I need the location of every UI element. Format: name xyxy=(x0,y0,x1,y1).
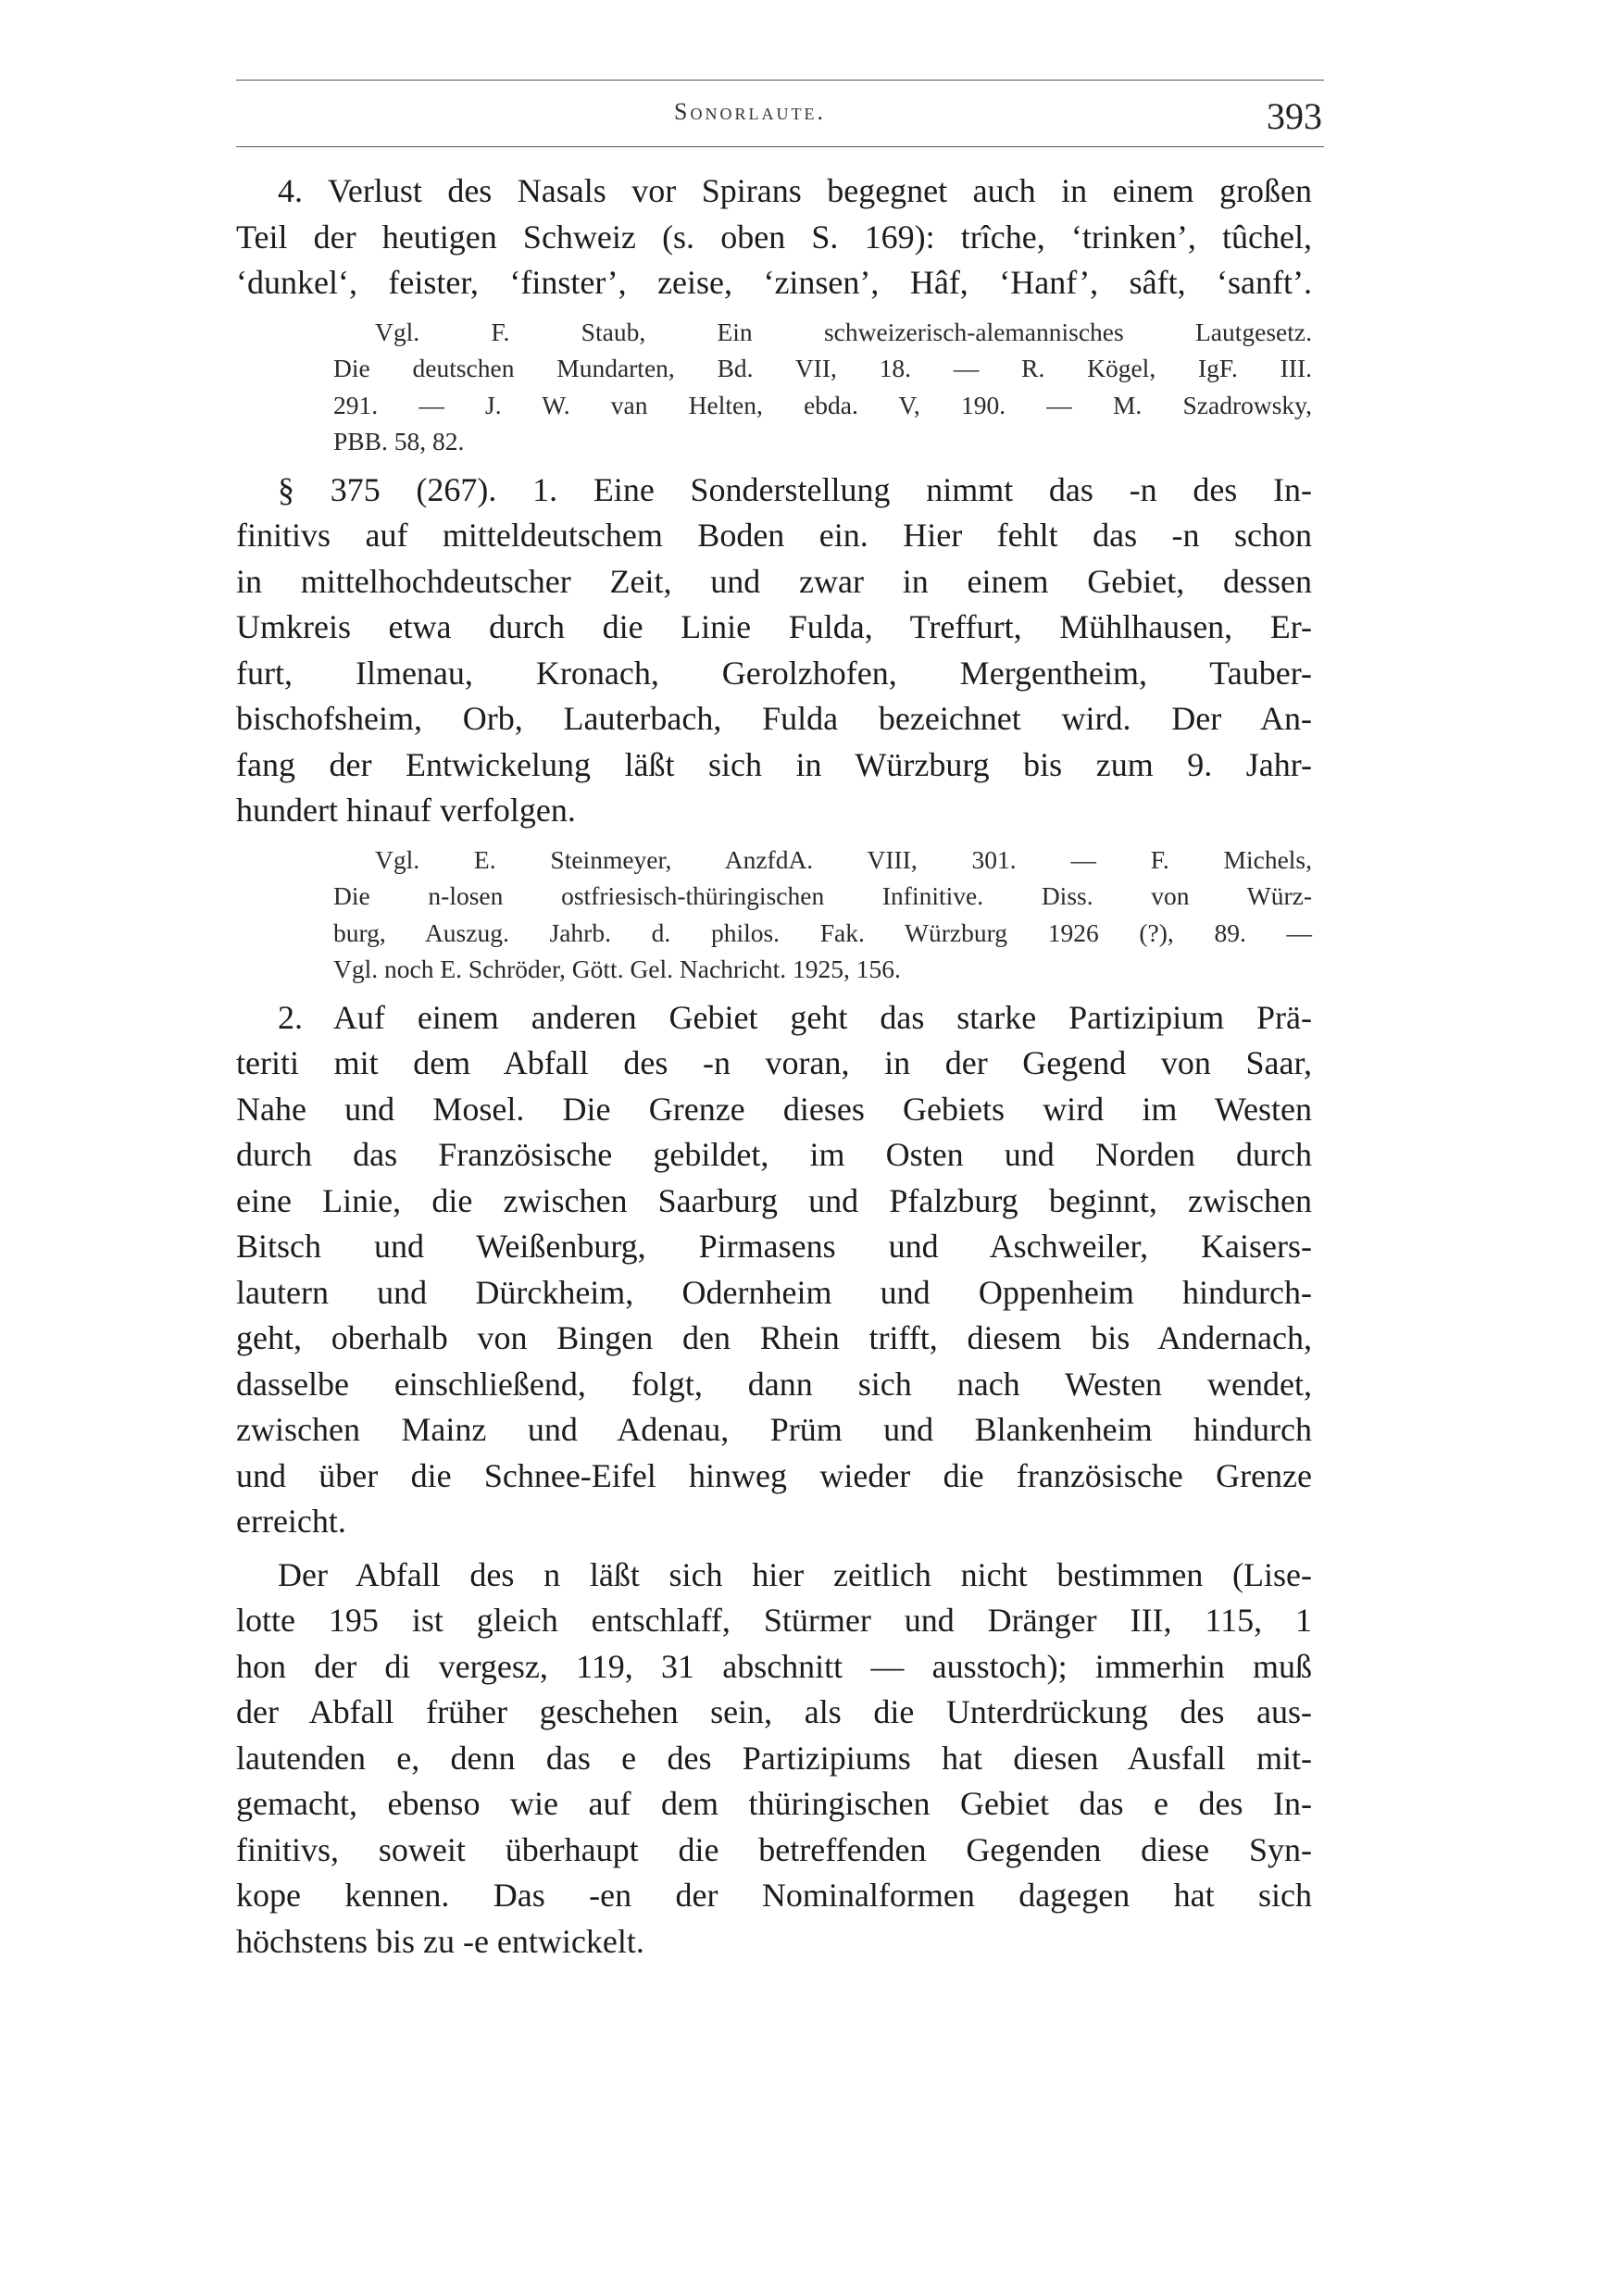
text-line: finitivs, soweit überhaupt die betreffenden Gegenden diese Syn- xyxy=(236,1830,1312,1868)
text-line: ‘dunkel‘, feister, ‘finster’, zeise, ‘zinsen’, Hâf, ‘Hanf’, sâft, ‘sanft’. xyxy=(236,264,1312,301)
text-line: geht, oberhalb von Bingen den Rhein trifft, diesem bis Andernach, xyxy=(236,1319,1312,1356)
text-line: eine Linie, die zwischen Saarburg und Pfalzburg beginnt, zwischen xyxy=(236,1181,1312,1219)
text-line: furt, Ilmenau, Kronach, Gerolzhofen, Mergentheim, Tauber- xyxy=(236,654,1312,692)
text-line: 2. Auf einem anderen Gebiet geht das starke Partizipium Prä- xyxy=(278,998,1312,1036)
text-line: erreicht. xyxy=(236,1503,346,1540)
header-rule-top xyxy=(236,80,1324,81)
text-line: hon der di vergesz, 119, 31 abschnitt — ausstoch); immerhin muß xyxy=(236,1647,1312,1685)
text-line: Teil der heutigen Schweiz (s. oben S. 169): trîche, ‘trinken’, tûchel, xyxy=(236,218,1312,256)
page-body xyxy=(236,168,1312,1965)
text-line: Umkreis etwa durch die Linie Fulda, Treffurt, Mühlhausen, Er- xyxy=(236,608,1312,645)
text-line: hundert hinauf verfolgen. xyxy=(236,792,576,829)
note-line: Vgl. noch E. Schröder, Gött. Gel. Nachricht. 1925, 156. xyxy=(333,955,901,983)
paragraph-section-2 xyxy=(236,995,1312,1545)
note-line: burg, Auszug. Jahrb. d. philos. Fak. Würzburg 1926 (?), 89. — xyxy=(333,917,1312,947)
text-line: in mittelhochdeutscher Zeit, und zwar in einem Gebiet, dessen xyxy=(236,562,1312,600)
note-line: PBB. 58, 82. xyxy=(333,427,465,455)
text-line: dasselbe einschließend, folgt, dann sich nach Westen wendet, xyxy=(236,1365,1312,1403)
footnote-section-375 xyxy=(236,842,1312,988)
note-line: Die deutschen Mundarten, Bd. VII, 18. — R. Kögel, IgF. III. xyxy=(333,354,1312,382)
running-title: Sonorlaute. xyxy=(674,98,826,125)
note-line: Vgl. E. Steinmeyer, AnzfdA. VIII, 301. — F. Michels, xyxy=(375,844,1312,874)
text-line: Der Abfall des n läßt sich hier zeitlich nicht bestimmen (Lise- xyxy=(278,1555,1312,1593)
text-line: finitivs auf mitteldeutschem Boden ein. Hier fehlt das -n schon xyxy=(236,517,1312,554)
paragraph-abfall xyxy=(236,1553,1312,1965)
note-line: Vgl. F. Staub, Ein schweizerisch-alemannisches Lautgesetz. xyxy=(375,317,1312,346)
text-line: kope kennen. Das -en der Nominalformen dagegen hat sich xyxy=(236,1877,1312,1914)
text-line: lautenden e, denn das e des Partizipiums hat diesen Ausfall mit- xyxy=(236,1739,1312,1777)
text-line: Nahe und Mosel. Die Grenze dieses Gebiets wird im Westen xyxy=(236,1090,1312,1128)
text-line: teriti mit dem Abfall des -n voran, in der Gegend von Saar, xyxy=(236,1044,1312,1081)
paragraph-section-375 xyxy=(236,468,1312,834)
paragraph-section-4 xyxy=(236,168,1312,306)
text-line: und über die Schnee-Eifel hinweg wieder die französische Grenze xyxy=(236,1456,1312,1494)
page-number: 393 xyxy=(1267,95,1322,137)
text-line: fang der Entwickelung läßt sich in Würzburg bis zum 9. Jahr- xyxy=(236,745,1312,783)
note-line: 291. — J. W. van Helten, ebda. V, 190. — M. Szadrowsky, xyxy=(333,390,1312,419)
text-line: bischofsheim, Orb, Lauterbach, Fulda bezeichnet wird. Der An- xyxy=(236,700,1312,737)
text-line: durch das Französische gebildet, im Osten und Norden durch xyxy=(236,1136,1312,1173)
header-rule-bottom xyxy=(236,146,1324,147)
text-line: der Abfall früher geschehen sein, als die Unterdrückung des aus- xyxy=(236,1693,1312,1730)
text-line: Bitsch und Weißenburg, Pirmasens und Aschweiler, Kaisers- xyxy=(236,1228,1312,1265)
text-line: lautern und Dürckheim, Odernheim und Oppenheim hindurch- xyxy=(236,1273,1312,1311)
note-line: Die n-losen ostfriesisch-thüringischen Infinitive. Diss. von Würz- xyxy=(333,881,1312,910)
text-line: § 375 (267). 1. Eine Sonderstellung nimmt das -n des In- xyxy=(278,470,1312,508)
text-line: höchstens bis zu -e entwickelt. xyxy=(236,1922,644,1960)
text-line: 4. Verlust des Nasals vor Spirans begegnet auch in einem großen xyxy=(278,172,1312,209)
text-line: gemacht, ebenso wie auf dem thüringischen Gebiet das e des In- xyxy=(236,1785,1312,1822)
footnote-section-4 xyxy=(236,314,1312,460)
text-line: zwischen Mainz und Adenau, Prüm und Blankenheim hindurch xyxy=(236,1411,1312,1448)
text-line: lotte 195 ist gleich entschlaff, Stürmer und Dränger III, 115, 1 xyxy=(236,1602,1312,1639)
